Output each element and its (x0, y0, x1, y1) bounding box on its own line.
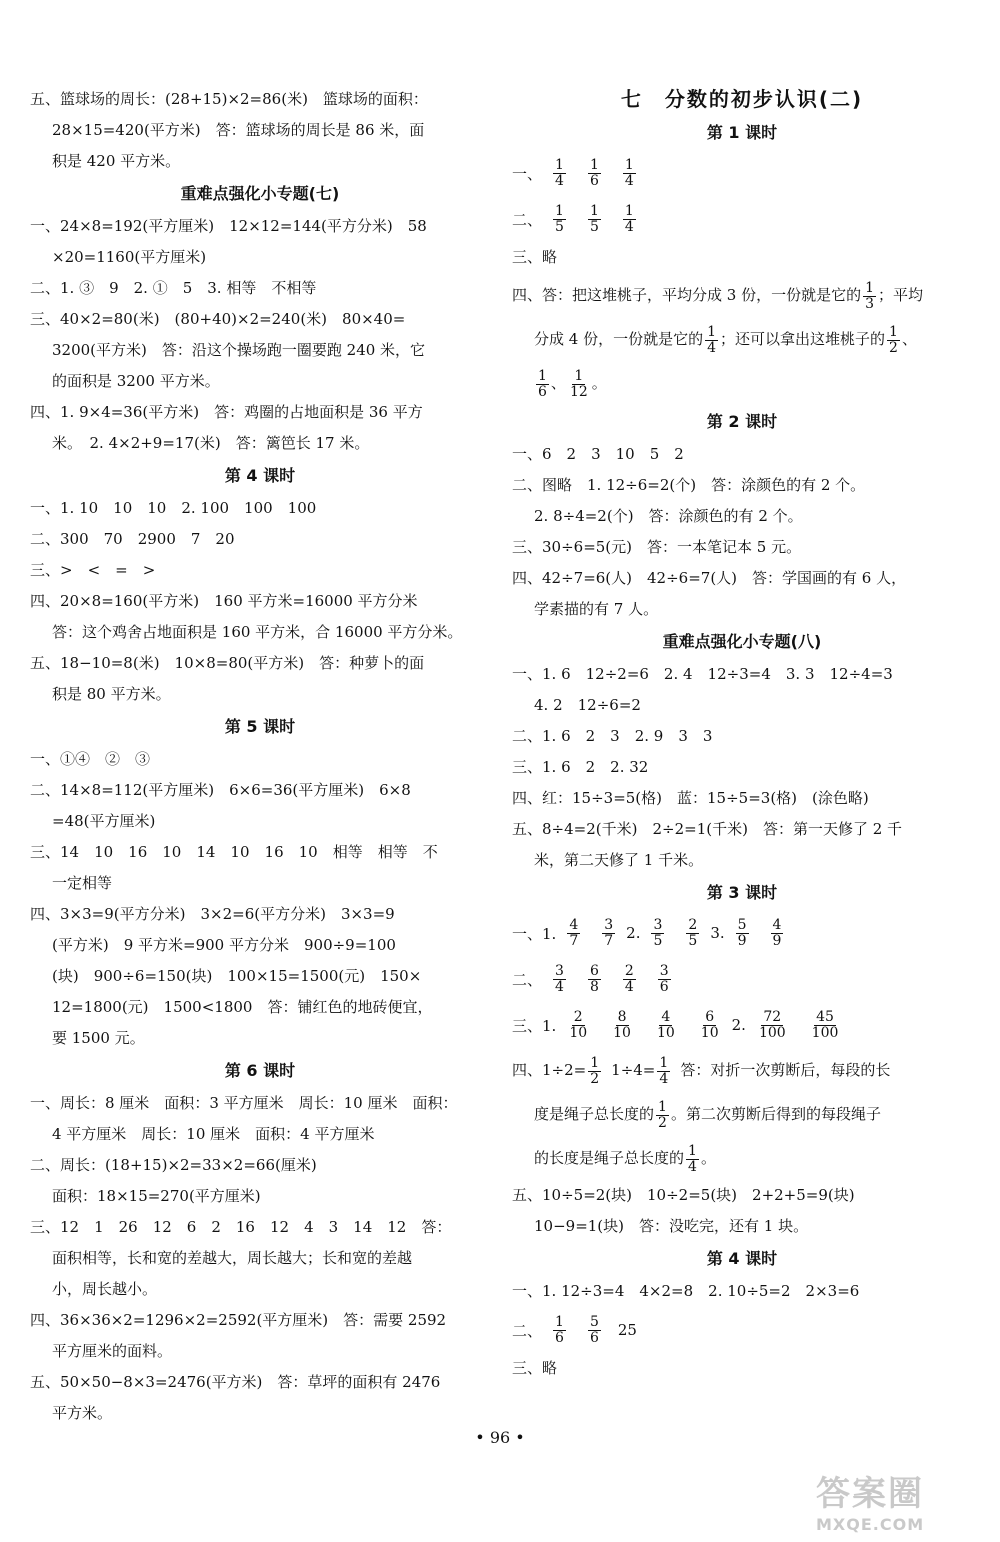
text-line: 五、10÷5=2(块) 10÷2=5(块) 2+2+5=9(块) (512, 1186, 855, 1204)
text-line: 二、14×8=112(平方厘米) 6×6=36(平方厘米) 6×8 (30, 781, 411, 799)
text-line: 三、14 10 16 10 14 10 16 10 相等 相等 不 (30, 843, 438, 861)
page-number: • 96 • (475, 1428, 525, 1447)
answer-row (512, 956, 972, 1002)
fraction (588, 1056, 601, 1087)
numerator: 1 (555, 156, 564, 173)
item-label: 三、1. (512, 1016, 557, 1035)
denominator: 4 (624, 172, 634, 189)
text-run: 的长度是绳子总长度的 (534, 1149, 685, 1167)
answer-row (512, 361, 972, 405)
item-label: 一、1. (512, 924, 557, 943)
denominator: 3 (865, 295, 875, 312)
numerator: 2 (573, 1008, 583, 1025)
fraction (656, 1100, 669, 1131)
denominator: 100 (811, 1024, 839, 1041)
text-line: 三、> < = > (30, 561, 156, 579)
numerator: 6 (705, 1008, 715, 1025)
watermark-text: 答案圈 (816, 1474, 924, 1514)
text-line: 三、12 1 26 12 6 2 16 12 4 3 14 12 答： (30, 1218, 452, 1236)
denominator: 4 (624, 978, 634, 995)
answer-row (512, 1002, 972, 1048)
numerator: 1 (555, 202, 564, 219)
fraction (567, 1010, 589, 1041)
numerator: 1 (589, 156, 599, 173)
denominator: 6 (555, 1329, 564, 1346)
numerator: 1 (538, 367, 547, 384)
numerator: 1 (658, 1098, 667, 1115)
chapter-title: 七 分数的初步认识(二) (620, 87, 864, 111)
text-line: 四、20×8=160(平方米) 160 平方米=16000 平方分米 (30, 592, 418, 610)
text-run: 答：对折一次剪断后，每段的长 (680, 1061, 891, 1079)
denominator: 10 (569, 1024, 588, 1041)
text-line: 米。 2. 4×2+9=17(米) 答：篱笆长 17 米。 (52, 434, 370, 452)
numerator: 1 (889, 323, 898, 340)
fraction (588, 1315, 601, 1346)
denominator: 7 (604, 932, 614, 949)
section-heading: 第 2 课时 (706, 412, 778, 431)
text-line: 3200(平方米) 答：沿这个操场跑一圈要跑 240 米，它 (52, 341, 426, 359)
item-label: 3. (710, 924, 725, 942)
denominator: 5 (653, 932, 663, 949)
numerator: 4 (569, 916, 579, 933)
denominator: 2 (889, 339, 898, 356)
numerator: 8 (617, 1008, 627, 1025)
numerator: 3 (659, 962, 669, 979)
fraction (536, 369, 549, 400)
denominator: 6 (538, 383, 547, 400)
section-heading: 重难点强化小专题(七) (180, 184, 340, 203)
text-line: 四、3×3=9(平方分米) 3×2=6(平方分米) 3×3=9 (30, 905, 395, 923)
denominator: 10 (700, 1024, 719, 1041)
text-run: 25 (617, 1321, 637, 1339)
text-run: 、 (901, 330, 917, 348)
numerator: 72 (763, 1008, 782, 1025)
text-line: 一、1. 6 12÷2=6 2. 4 12÷3=4 3. 3 12÷4=3 (512, 665, 893, 683)
text-line: 2. 8÷4=2(个) 答：涂颜色的有 2 个。 (534, 507, 803, 525)
numerator: 1 (659, 1054, 669, 1071)
text-line: 四、红：15÷3=5(格) 蓝：15÷5=3(格) (涂色略) (512, 789, 869, 807)
text-run: 四、1÷2= (512, 1061, 587, 1079)
numerator: 2 (624, 962, 634, 979)
numerator: 5 (737, 916, 747, 933)
text-line: 三、1. 6 2 2. 32 (512, 758, 649, 776)
fraction (771, 918, 784, 949)
fraction (757, 1010, 788, 1041)
fraction (553, 964, 566, 995)
denominator: 2 (658, 1114, 667, 1131)
text-line: 三、40×2=80(米) (80+40)×2=240(米) 80×40= (30, 310, 406, 328)
numerator: 2 (688, 916, 698, 933)
text-line: 二、图略 1. 12÷6=2(个) 答：涂颜色的有 2 个。 (512, 476, 866, 494)
text-run: 。 (591, 374, 607, 392)
text-line: (块) 900÷6=150(块) 100×15=1500(元) 150× (52, 967, 422, 985)
text-line: 二、300 70 2900 7 20 (30, 530, 235, 548)
fraction (623, 204, 636, 235)
denominator: 4 (555, 172, 564, 189)
answer-row (512, 1136, 972, 1180)
fraction (657, 1056, 670, 1087)
denominator: 7 (569, 932, 579, 949)
text-run: 分成 4 份，一份就是它的 (534, 330, 704, 348)
denominator: 4 (707, 339, 717, 356)
answer-row (512, 1092, 972, 1136)
fraction (588, 964, 601, 995)
fraction (602, 918, 615, 949)
fraction (658, 964, 671, 995)
text-line: 要 1500 元。 (52, 1029, 145, 1047)
text-line: 4. 2 12÷6=2 (534, 696, 641, 714)
item-label: 2. (626, 924, 641, 942)
text-line: ×20=1160(平方厘米) (52, 248, 207, 266)
text-line: 一、周长：8 厘米 面积：3 平方厘米 周长：10 厘米 面积： (30, 1094, 458, 1112)
left-column (30, 84, 490, 1429)
numerator: 45 (816, 1008, 834, 1025)
text-line: 五、8÷4=2(千米) 2÷2=1(千米) 答：第一天修了 2 千 (512, 820, 903, 838)
denominator: 10 (656, 1024, 675, 1041)
denominator: 4 (688, 1158, 697, 1175)
fraction (553, 1315, 566, 1346)
denominator: 2 (590, 1070, 600, 1087)
section-heading: 重难点强化小专题(八) (662, 632, 822, 651)
denominator: 5 (688, 932, 698, 949)
text-line: 的面积是 3200 平方米。 (52, 372, 220, 390)
answer-row (512, 150, 972, 196)
item-label: 二、 (512, 970, 543, 989)
fraction (588, 204, 601, 235)
answer-row (512, 1048, 972, 1092)
denominator: 5 (589, 218, 599, 235)
text-line: 二、1. ③ 9 2. ① 5 3. 相等 不相等 (30, 279, 317, 297)
section-heading: 第 4 课时 (706, 1249, 778, 1268)
denominator: 100 (758, 1024, 786, 1041)
text-line: 二、1. 6 2 3 2. 9 3 3 (512, 727, 713, 745)
fraction (611, 1010, 633, 1041)
numerator: 6 (589, 962, 599, 979)
denominator: 6 (659, 978, 669, 995)
text-line: 学素描的有 7 人。 (534, 600, 659, 618)
text-run: 四、答：把这堆桃子，平均分成 3 份，一份就是它的 (512, 286, 862, 304)
fraction (686, 918, 699, 949)
answer-row (512, 1307, 972, 1353)
fraction (623, 964, 636, 995)
denominator: 9 (772, 932, 782, 949)
item-label: 2. (731, 1016, 746, 1034)
numerator: 4 (661, 1008, 671, 1025)
text-line: 平方米。 (52, 1404, 113, 1422)
text-run: 。 (700, 1149, 716, 1167)
text-line: 12=1800(元) 1500<1800 答：铺红色的地砖便宜， (52, 998, 433, 1016)
text-line: 10−9=1(块) 答：没吃完，还有 1 块。 (534, 1217, 809, 1235)
denominator: 5 (555, 218, 564, 235)
fraction (699, 1010, 721, 1041)
text-run: 。第二次剪断后得到的每段绳子 (670, 1105, 881, 1123)
numerator: 1 (707, 323, 717, 340)
section-heading: 第 3 课时 (706, 883, 778, 902)
numerator: 3 (653, 916, 663, 933)
right-column (512, 82, 972, 1384)
fraction (887, 325, 900, 356)
numerator: 4 (772, 916, 782, 933)
denominator: 6 (589, 1329, 599, 1346)
text-run: ；还可以拿出这堆桃子的 (720, 330, 886, 348)
text-line: 一、1. 10 10 10 2. 100 100 100 (30, 499, 317, 517)
text-line: 五、18−10=8(米) 10×8=80(平方米) 答：种萝卜的面 (30, 654, 425, 672)
numerator: 1 (555, 1313, 564, 1330)
numerator: 1 (589, 202, 599, 219)
fraction (553, 204, 566, 235)
numerator: 3 (604, 916, 614, 933)
numerator: 5 (589, 1313, 599, 1330)
item-label: 二、 (512, 210, 543, 229)
text-line: 四、36×36×2=1296×2=2592(平方厘米) 答：需要 2592 (30, 1311, 447, 1329)
fraction (567, 918, 580, 949)
item-label: 二、 (512, 1321, 543, 1340)
answer-row (512, 317, 972, 361)
numerator: 1 (590, 1054, 600, 1071)
text-line: 三、略 (512, 248, 558, 266)
numerator: 1 (624, 156, 634, 173)
fraction (863, 281, 876, 312)
fraction (553, 158, 566, 189)
denominator: 10 (613, 1024, 631, 1041)
fraction (623, 158, 636, 189)
numerator: 1 (624, 202, 634, 219)
section-heading: 第 1 课时 (706, 123, 778, 142)
fraction (736, 918, 749, 949)
watermark-url: MXQE.COM (816, 1515, 925, 1534)
text-line: 三、略 (512, 1359, 558, 1377)
fraction (651, 918, 664, 949)
text-run: 度是绳子总长度的 (534, 1105, 655, 1123)
text-line: 面积相等，长和宽的差越大，周长越大；长和宽的差越 (52, 1249, 413, 1267)
text-line: 积是 420 平方米。 (52, 152, 181, 170)
fraction (655, 1010, 677, 1041)
text-line: 一、1. 12÷3=4 4×2=8 2. 10÷5=2 2×3=6 (512, 1282, 860, 1300)
text-line: 一、6 2 3 10 5 2 (512, 445, 684, 463)
text-line: 小，周长越小。 (52, 1280, 158, 1298)
text-line: 四、42÷7=6(人) 42÷6=7(人) 答：学国画的有 6 人， (512, 569, 907, 587)
answer-row (512, 910, 972, 956)
text-line: 4 平方厘米 周长：10 厘米 面积：4 平方厘米 (52, 1125, 375, 1143)
text-line: 五、篮球场的周长：(28+15)×2=86(米) 篮球场的面积： (30, 90, 428, 108)
text-line: 平方厘米的面料。 (52, 1342, 173, 1360)
text-line: 面积：18×15=270(平方厘米) (52, 1187, 261, 1205)
numerator: 1 (574, 367, 584, 384)
fraction (705, 325, 718, 356)
denominator: 9 (737, 932, 747, 949)
text-line: 28×15=420(平方米) 答：篮球场的周长是 86 米，面 (52, 121, 425, 139)
watermark-logo (816, 1466, 986, 1532)
answer-row (512, 273, 972, 317)
section-heading: 第 5 课时 (224, 717, 296, 736)
denominator: 4 (555, 978, 564, 995)
numerator: 3 (555, 962, 564, 979)
numerator: 1 (865, 279, 875, 296)
denominator: 12 (569, 383, 588, 400)
text-line: 二、周长：(18+15)×2=33×2=66(厘米) (30, 1156, 317, 1174)
section-heading: 第 4 课时 (224, 466, 296, 485)
fraction (810, 1010, 841, 1041)
text-line: 五、50×50−8×3=2476(平方米) 答：草坪的面积有 2476 (30, 1373, 441, 1391)
denominator: 8 (589, 978, 599, 995)
answer-row (512, 196, 972, 242)
fraction (568, 369, 590, 400)
text-line: 答：这个鸡舍占地面积是 160 平方米，合 16000 平方分米。 (52, 623, 463, 641)
section-heading: 第 6 课时 (224, 1061, 296, 1080)
fraction (686, 1144, 699, 1175)
text-line: 四、1. 9×4=36(平方米) 答：鸡圈的占地面积是 36 平方 (30, 403, 423, 421)
numerator: 1 (688, 1142, 697, 1159)
text-run: 、 (550, 374, 566, 392)
text-line: =48(平方厘米) (52, 812, 156, 830)
text-run: ；平均 (878, 286, 924, 304)
text-line: 一、①④ ② ③ (30, 750, 151, 768)
text-line: 三、30÷6=5(元) 答：一本笔记本 5 元。 (512, 538, 802, 556)
text-line: 一、24×8=192(平方厘米) 12×12=144(平方分米) 58 (30, 217, 427, 235)
fraction (588, 158, 601, 189)
denominator: 4 (659, 1070, 669, 1087)
denominator: 6 (589, 172, 599, 189)
text-line: 一定相等 (52, 874, 113, 892)
text-line: (平方米) 9 平方米=900 平方分米 900÷9=100 (52, 936, 396, 954)
item-label: 一、 (512, 164, 543, 183)
text-line: 积是 80 平方米。 (52, 685, 171, 703)
text-run: 1÷4= (611, 1061, 656, 1079)
denominator: 4 (624, 218, 634, 235)
text-line: 米，第二天修了 1 千米。 (534, 851, 704, 869)
